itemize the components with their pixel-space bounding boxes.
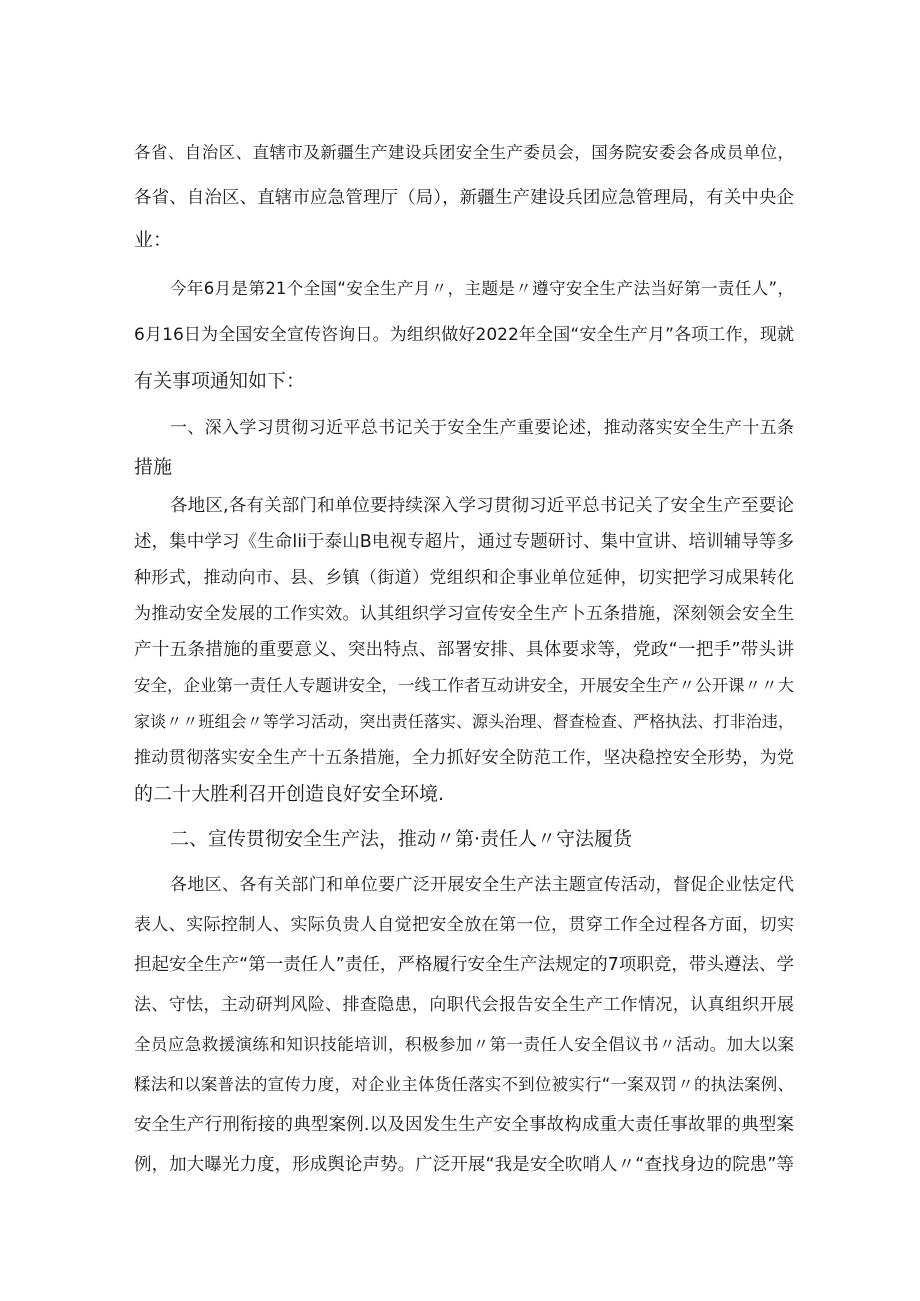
body-line: 安全生产行刑衔接的典型案例.以及因发生生产安全事故构成重大责任事故罪的典型案 [134,1115,794,1135]
addressee-line: 业： [134,229,173,251]
body-line: 担起安全生产“第一责任人”责任，严格履行安全生产法规定的7项职竞，带头遵法、学 [134,955,794,975]
body-line: 述，集中学习《生命lii于泰山B电视专超片，通过专题研讨、集中宣讲、培训辅导等多 [134,532,794,552]
intro-line: 6月16日为全国安全宣传咨询日。为组织做好2022年全国“安全生产月”各项工作，现就 [134,325,794,345]
body-line: 产十五条措施的重要意义、突出特点、部署安排、具体要求等，党政“一把手”带头讲 [134,640,794,660]
body-line: 的二十大胜利召开创造良好安全环境. [134,783,445,805]
body-line: 各地区、各有关部门和单位要广泛开展安全生产法主题宣传活动，督促企业怯定代 [170,875,794,895]
section-heading: 二、宣传贯彻安全生产法，推动〃第·责任人〃守法履货 [170,828,633,850]
body-line: 种形式，推动向市、县、乡镇（街道）党组织和企事业单位延伸，切实把学习成果转化 [134,568,794,588]
addressee-line: 各省、自治区、直辖市及新疆生产建设兵团安全生产委员会，国务院安委会各成员单位， [134,143,794,162]
body-line: 为推动安全发展的工作实效。认其组织学习宣传安全生产卜五条措施，深刻领会安全生 [134,604,794,624]
intro-line: 今年6月是第21个全国“安全生产月〃，主题是〃遵守安全生产法当好第一责任人”， [170,279,794,298]
section-heading: 一、深入学习贯彻习近平总书记关于安全生产重要论述，推动落实安全生产十五条 [170,418,794,438]
body-line: 安全，企业第一责任人专题讲安全，一线工作者互动讲安全，开展安全生产〃公开课〃〃大 [134,676,794,695]
intro-line: 有关事项通知如下： [134,370,306,392]
body-line: 例，加大曝光力度，形成舆论声势。广泛开展“我是安全吹哨人〃“查找身边的院患”等 [134,1155,794,1175]
section-heading: 措施 [134,456,173,478]
body-line: 法、守怯，主动研判风险、排查隐患，向职代会报告安全生产工作情况，认真组织开展 [134,995,794,1015]
addressee-line: 各省、自治区、直辖市应急管理厅（局），新疆生产建设兵团应急管理局，有关中央企 [134,188,794,208]
body-line: 各地区,各有关部门和单位要持续深入学习贯彻习近平总书记关了安全生产至要论 [170,496,794,516]
body-line: 表人、实际控制人、实际负贵人自觉把安全放在第一位，贯穿工作全过程各方面，切实 [134,915,794,935]
body-line: 家谈〃〃班组会〃等学习活动，突出责任落实、源头治理、督查检查、严格执法、打非治违， [134,712,794,731]
body-line: 推动贯彻落实安全生产十五条措施，全力抓好安全防范工作，坚决稳控安全形势，为党 [134,748,794,768]
body-line: 糅法和以案普法的宣传力度，对企业主体货任落实不到位被实行“一案双罚〃的执法案例、 [134,1075,794,1094]
body-line: 全员应急救援演练和知识技能培训，积极参加〃第一责任人安全倡议书〃活动。加大以案 [134,1035,794,1054]
